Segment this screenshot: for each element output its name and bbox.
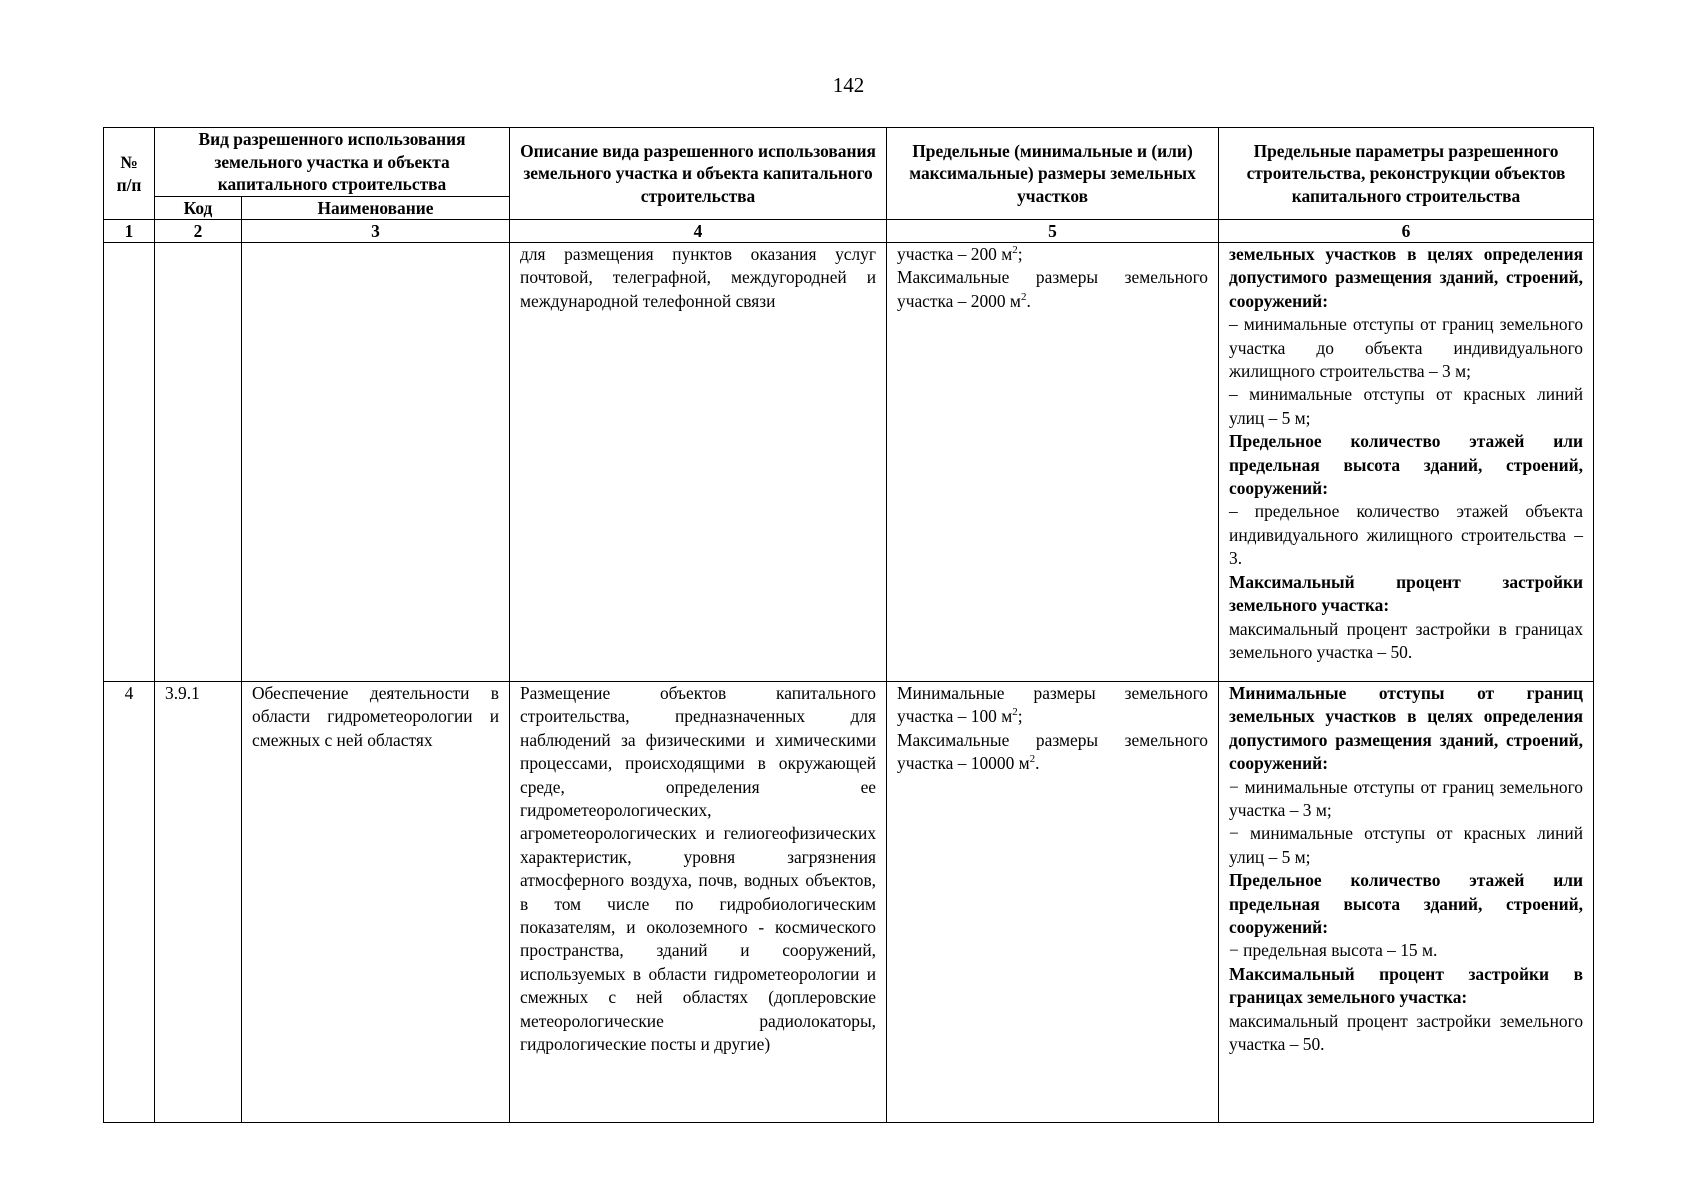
- param-heading: Максимальный процент застройки земельного участка:: [1229, 571, 1584, 616]
- param-line: максимальный процент застройки земельного участка – 50.: [1229, 1010, 1584, 1055]
- row-params: [1219, 682, 1594, 1123]
- param-line: − минимальные отступы от границ земельного участка – 3 м;: [1229, 776, 1584, 821]
- table-header-row: [104, 128, 1594, 197]
- page-number: 142: [832, 73, 865, 97]
- row-code: 3.9.1: [155, 682, 242, 1123]
- header-params: Предельные параметры разрешенного строительства, реконструкции объектов капитального строительства: [1219, 128, 1594, 220]
- row-params: [1219, 243, 1594, 682]
- param-line: максимальный процент застройки в границах земельного участка – 50.: [1229, 618, 1584, 662]
- column-number: 5: [887, 220, 1219, 243]
- header-use-group: Вид разрешенного использования земельного участка и объекта капитального строительства: [155, 128, 510, 197]
- header-code: Код: [155, 196, 242, 220]
- plot-size-line: Минимальные размеры земельного участка – 100 $м^2$;: [897, 683, 1209, 727]
- param-line: − минимальные отступы от красных линий улиц – 5 м;: [1229, 823, 1584, 867]
- param-heading: Предельное количество этажей или предельная высота зданий, строений, сооружений:: [1229, 431, 1584, 499]
- plot-size-line: Максимальные размеры земельного участка – 10000 $м^2$.: [897, 729, 1209, 774]
- header-description: Описание вида разрешенного использования земельного участка и объекта капитального строительства: [510, 128, 887, 220]
- row-number: [104, 243, 155, 682]
- param-heading: Максимальный процент застройки в границах земельного участка:: [1229, 963, 1584, 1008]
- header-num: № п/п: [104, 128, 155, 220]
- param-line: – минимальные отступы от красных линий улиц – 5 м;: [1229, 384, 1584, 428]
- plot-size-line: участка – 200 $м^2$;: [897, 244, 1023, 264]
- row-plot-sizes: [887, 243, 1219, 682]
- column-number: 4: [510, 220, 887, 243]
- land-use-table: [103, 127, 1594, 1123]
- column-number: 1: [104, 220, 155, 243]
- param-line: – минимальные отступы от границ земельного участка до объекта индивидуального жилищного строительства – 3 м;: [1229, 314, 1584, 382]
- row-name: [242, 243, 510, 682]
- row-code: [155, 243, 242, 682]
- row-name: Обеспечение деятельности в области гидрометеорологии и смежных с ней областях: [242, 682, 510, 1123]
- table-row: [104, 682, 1594, 1123]
- row-number: 4: [104, 682, 155, 1123]
- param-heading: Предельное количество этажей или предельная высота зданий, строений, сооружений:: [1229, 870, 1584, 938]
- param-heading: Минимальные отступы от границ земельных участков в целях определения допустимого размещения зданий, строений, сооружений:: [1229, 683, 1584, 774]
- param-heading: земельных участков в целях определения допустимого размещения зданий, строений, сооружений:: [1229, 244, 1584, 311]
- param-line: – предельное количество этажей объекта индивидуального жилищного строительства – 3.: [1229, 501, 1584, 569]
- header-plot-sizes: Предельные (минимальные и (или) максимальные) размеры земельных участков: [887, 128, 1219, 220]
- table-row: [104, 243, 1594, 682]
- column-number: 6: [1219, 220, 1594, 243]
- row-plot-sizes: [887, 682, 1219, 1123]
- column-number: 3: [242, 220, 510, 243]
- header-name: Наименование: [242, 196, 510, 220]
- plot-size-line: Максимальные размеры земельного участка – 2000 $м^2$.: [897, 267, 1209, 311]
- row-description: для размещения пунктов оказания услуг почтовой, телеграфной, междугородней и международной телефонной связи: [510, 243, 887, 682]
- row-description: Размещение объектов капитального строительства, предназначенных для наблюдений за физическими и химическими процессами, происходящими в окружающей среде, определения ее гидрометеорологических, агрометеорологических и гелиогеофизических характеристик, уровня загрязнения атмосферного воздуха, почв, водных объектов, в том числе по гидробиологическим показателям, и околоземного - космического пространства, зданий и сооружений, используемых в области гидрометеорологии и смежных с ней областях (доплеровские метеорологические радиолокаторы, гидрологические посты и другие): [510, 682, 887, 1123]
- column-number-row: [104, 220, 1594, 243]
- param-line: − предельная высота – 15 м.: [1229, 940, 1438, 961]
- column-number: 2: [155, 220, 242, 243]
